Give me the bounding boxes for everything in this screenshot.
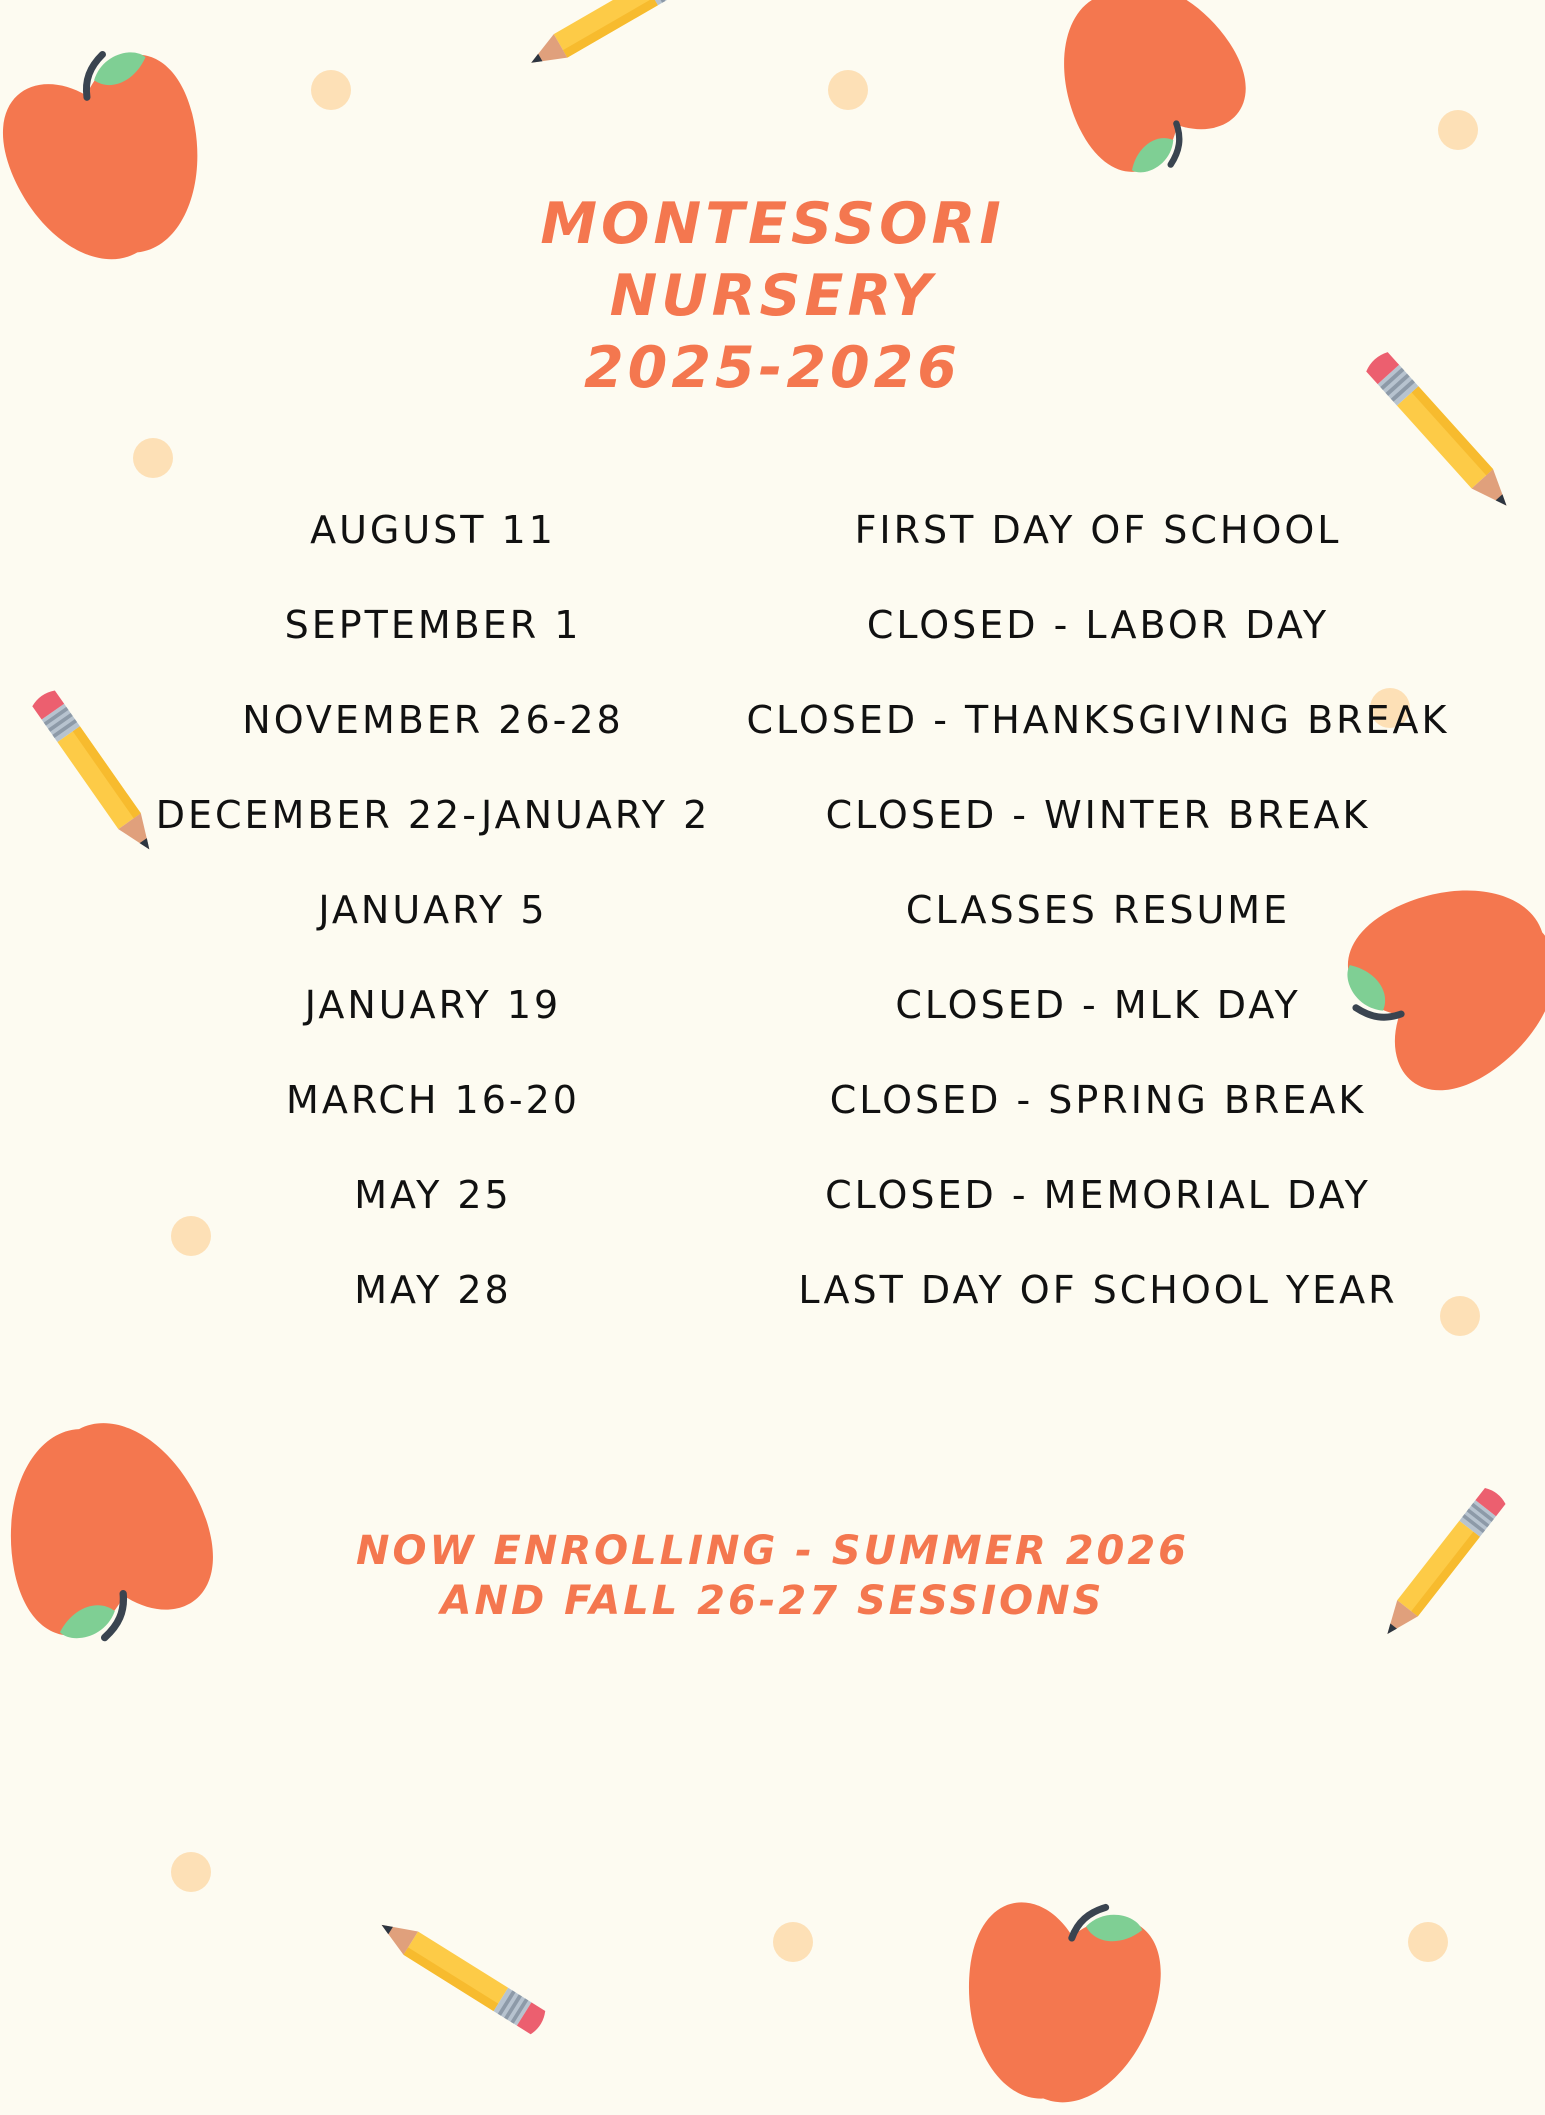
- schedule-event: CLOSED - WINTER BREAK: [825, 793, 1371, 837]
- dot-decoration: [773, 1922, 813, 1962]
- apple-icon: [1035, 0, 1265, 170]
- schedule-event: CLASSES RESUME: [905, 888, 1291, 932]
- schedule-row: [0, 1070, 1545, 1130]
- pencil-icon: [370, 1900, 570, 2000]
- enrollment-line: AND FALL 26-27 SESSIONS: [440, 1578, 1105, 1624]
- schedule-date: MAY 25: [354, 1173, 512, 1217]
- pencil-icon: [500, 0, 740, 100]
- title-line: MONTESSORI: [540, 191, 1005, 257]
- schedule-date: MAY 28: [354, 1268, 512, 1312]
- dot-decoration: [133, 438, 173, 478]
- schedule-row: [0, 785, 1545, 845]
- enrollment-notice: [0, 1526, 1545, 1626]
- title-line: NURSERY: [609, 263, 936, 329]
- dot-decoration: [171, 1852, 211, 1892]
- schedule-date: JANUARY 19: [304, 983, 562, 1027]
- dot-decoration: [828, 70, 868, 110]
- schedule-event: CLOSED - LABOR DAY: [866, 603, 1330, 647]
- schedule-date: AUGUST 11: [310, 508, 556, 552]
- schedule-date: MARCH 16-20: [286, 1078, 580, 1122]
- schedule-event: FIRST DAY OF SCHOOL: [854, 508, 1342, 552]
- schedule-event: CLOSED - SPRING BREAK: [829, 1078, 1367, 1122]
- enrollment-line: NOW ENROLLING - SUMMER 2026: [355, 1528, 1190, 1574]
- title-line: 2025-2026: [584, 335, 961, 401]
- schedule-row: [0, 1260, 1545, 1320]
- dot-decoration: [311, 70, 351, 110]
- schedule-row: [0, 880, 1545, 940]
- schedule-date: NOVEMBER 26-28: [242, 698, 624, 742]
- page-title: [0, 188, 1545, 404]
- schedule-event: LAST DAY OF SCHOOL YEAR: [798, 1268, 1398, 1312]
- apple-icon: [960, 1895, 1170, 2115]
- schedule-date: DECEMBER 22-JANUARY 2: [155, 793, 711, 837]
- dot-decoration: [1438, 110, 1478, 150]
- schedule-date: JANUARY 5: [318, 888, 548, 932]
- schedule-row: [0, 690, 1545, 750]
- schedule-event: CLOSED - MLK DAY: [895, 983, 1301, 1027]
- schedule-row: [0, 595, 1545, 655]
- schedule-date: SEPTEMBER 1: [284, 603, 582, 647]
- schedule-row: [0, 1165, 1545, 1225]
- schedule-event: CLOSED - THANKSGIVING BREAK: [746, 698, 1450, 742]
- dot-decoration: [1408, 1922, 1448, 1962]
- schedule-event: CLOSED - MEMORIAL DAY: [825, 1173, 1371, 1217]
- schedule-row: [0, 975, 1545, 1035]
- schedule-row: [0, 500, 1545, 560]
